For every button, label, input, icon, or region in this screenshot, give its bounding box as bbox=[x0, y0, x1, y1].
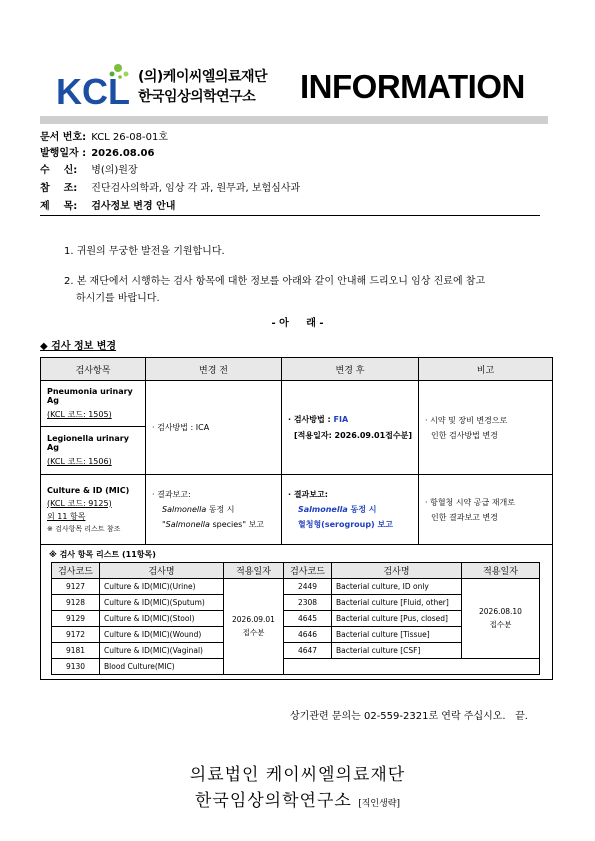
seal-omitted-note: [직인생략] bbox=[358, 799, 401, 809]
list-code: 2308 bbox=[284, 595, 332, 611]
row2-before-line-2: "Salmonella species" 보고 bbox=[162, 520, 265, 529]
table-row bbox=[41, 381, 553, 427]
paragraph-2 bbox=[64, 273, 574, 307]
header-before: 변경 전 bbox=[146, 358, 282, 381]
list-name: Bacterial culture [Tissue] bbox=[332, 627, 462, 643]
header-note: 비고 bbox=[419, 358, 553, 381]
list-date-left: 2026.09.01 접수분 bbox=[224, 579, 284, 675]
meta-divider bbox=[40, 215, 540, 216]
row1-item1-name: Pneumonia urinary Ag bbox=[47, 387, 133, 405]
test-item-list-table bbox=[51, 562, 540, 675]
meta-cc bbox=[40, 179, 300, 194]
row1-before: · 검사방법 : ICA bbox=[152, 423, 210, 432]
list-name: Culture & ID(MIC)(Vaginal) bbox=[100, 643, 224, 659]
table-header-row bbox=[41, 358, 553, 381]
footer-institute bbox=[0, 786, 595, 811]
list-code: 4647 bbox=[284, 643, 332, 659]
table-row bbox=[52, 659, 540, 675]
doc-no-label: 문서 번호: bbox=[40, 132, 87, 143]
row2-before-cell bbox=[146, 475, 282, 545]
meta-date bbox=[40, 144, 154, 159]
header-item: 검사항목 bbox=[41, 358, 146, 381]
list-name: Bacterial culture [CSF] bbox=[332, 643, 462, 659]
list-code: 9130 bbox=[52, 659, 100, 675]
row1-item1-code: (KCL 코드: 1505) bbox=[47, 410, 112, 419]
list-row bbox=[41, 545, 553, 680]
date-value: 2026.08.06 bbox=[91, 148, 155, 159]
row1-item2-cell bbox=[41, 427, 146, 475]
list-header-date-left: 적용일자 bbox=[224, 563, 284, 579]
list-date-right: 2026.08.10 접수분 bbox=[462, 579, 540, 659]
row2-before-label: · 결과보고: bbox=[152, 490, 191, 499]
list-name: Bacterial culture [Pus, closed] bbox=[332, 611, 462, 627]
row1-after-method: · 검사방법 : FIA bbox=[288, 415, 349, 424]
table-row bbox=[52, 579, 540, 595]
list-header-code-left: 검사코드 bbox=[52, 563, 100, 579]
contact-line: 상기관련 문의는 02-559-2321로 연락 주십시오. 끝. bbox=[290, 711, 528, 722]
list-code: 2449 bbox=[284, 579, 332, 595]
list-header-name-left: 검사명 bbox=[100, 563, 224, 579]
list-header-row bbox=[52, 563, 540, 579]
list-name: Culture & ID(MIC)(Wound) bbox=[100, 627, 224, 643]
info-change-table bbox=[40, 357, 553, 680]
page-title: INFORMATION bbox=[300, 68, 525, 105]
meta-subject bbox=[40, 197, 175, 212]
section-marker: - 아 래 - bbox=[271, 318, 324, 329]
row1-item2-code: (KCL 코드: 1506) bbox=[47, 457, 112, 466]
row2-note-cell bbox=[419, 475, 553, 545]
org-name-primary: (의)케이씨엘의료재단 bbox=[138, 69, 268, 85]
kcl-logo bbox=[56, 58, 276, 108]
list-header-date-right: 적용일자 bbox=[462, 563, 540, 579]
list-code: 9129 bbox=[52, 611, 100, 627]
footer-institute-name: 한국임상의학연구소 bbox=[194, 791, 352, 811]
row2-after-line-2: 혈청형(serogroup) 보고 bbox=[298, 520, 393, 529]
table-row bbox=[41, 475, 553, 545]
header-after: 변경 후 bbox=[282, 358, 419, 381]
footer-org-name: 의료법인 케이씨엘의료재단 bbox=[189, 765, 406, 785]
paragraph-1: 1. 귀원의 무궁한 발전을 기원합니다. bbox=[64, 246, 225, 257]
paragraph-2-line-2: 하시기를 바랍니다. bbox=[76, 293, 160, 304]
meta-to bbox=[40, 161, 138, 176]
row2-after-cell bbox=[282, 475, 419, 545]
row1-after-date: [적용일자: 2026.09.01접수분] bbox=[294, 431, 413, 440]
section-title: ◆ 검사 정보 변경 bbox=[40, 341, 117, 352]
row1-item2-name: Legionella urinary Ag bbox=[47, 434, 129, 452]
logo-text: KCL bbox=[56, 71, 130, 106]
date-label: 발행일자 : bbox=[40, 148, 87, 159]
list-cell bbox=[41, 545, 553, 680]
list-code: 9172 bbox=[52, 627, 100, 643]
row1-note-2: 인한 검사방법 변경 bbox=[431, 430, 498, 440]
to-value: 병(의)원장 bbox=[91, 165, 138, 176]
row2-note-1: · 항혈청 시약 공급 재개로 bbox=[425, 497, 515, 507]
row2-item-code: (KCL 코드: 9125) bbox=[47, 498, 112, 508]
header-divider-bar bbox=[40, 116, 548, 124]
row2-before-line-1: Salmonella 동정 시 bbox=[162, 505, 235, 514]
org-name-secondary: 한국임상의학연구소 bbox=[138, 89, 256, 105]
to-label: 수 신: bbox=[40, 165, 78, 176]
list-header-code-right: 검사코드 bbox=[284, 563, 332, 579]
row1-note-cell bbox=[419, 381, 553, 475]
list-title: ※ 검사 항목 리스트 (11항목) bbox=[49, 550, 156, 559]
list-empty-cell bbox=[284, 659, 540, 675]
list-name: Blood Culture(MIC) bbox=[100, 659, 224, 675]
row2-note-2: 인한 결과보고 변경 bbox=[431, 512, 498, 522]
row2-after-line-1: Salmonella 동정 시 bbox=[298, 505, 377, 514]
list-name: Bacterial culture, ID only bbox=[332, 579, 462, 595]
row1-after-value: FIA bbox=[333, 415, 349, 424]
doc-no-value: KCL 26-08-01호 bbox=[91, 132, 168, 143]
list-code: 9128 bbox=[52, 595, 100, 611]
list-name: Bacterial culture [Fluid, other] bbox=[332, 595, 462, 611]
row1-item1-cell bbox=[41, 381, 146, 427]
row2-item-cell bbox=[41, 475, 146, 545]
list-code: 4645 bbox=[284, 611, 332, 627]
cc-label: 참 조: bbox=[40, 183, 78, 194]
row2-after-label: · 결과보고: bbox=[288, 490, 328, 499]
list-code: 4646 bbox=[284, 627, 332, 643]
list-name: Culture & ID(MIC)(Urine) bbox=[100, 579, 224, 595]
row1-after-cell bbox=[282, 381, 419, 475]
row1-note-1: · 시약 및 장비 변경으로 bbox=[425, 415, 508, 425]
subject-label: 제 목: bbox=[40, 201, 78, 212]
row2-item-more: 외 11 항목 bbox=[47, 511, 86, 521]
list-code: 9181 bbox=[52, 643, 100, 659]
list-code: 9127 bbox=[52, 579, 100, 595]
subject-value: 검사정보 변경 안내 bbox=[91, 201, 176, 212]
list-header-name-right: 검사명 bbox=[332, 563, 462, 579]
row2-item-name: Culture & ID (MIC) bbox=[47, 485, 130, 495]
kcl-logo-mark bbox=[56, 62, 136, 106]
meta-doc-no bbox=[40, 128, 168, 143]
list-name: Culture & ID(MIC)(Stool) bbox=[100, 611, 224, 627]
row2-item-ref: ※ 검사항목 리스트 참조 bbox=[47, 524, 121, 533]
row1-before-cell bbox=[146, 381, 282, 475]
cc-value: 진단검사의학과, 임상 각 과, 원무과, 보험심사과 bbox=[91, 183, 301, 194]
paragraph-2-line-1: 2. 본 재단에서 시행하는 검사 항목에 대한 정보를 아래와 같이 안내해 드리오니 임상 진료에 참고 bbox=[64, 276, 486, 287]
list-name: Culture & ID(MIC)(Sputum) bbox=[100, 595, 224, 611]
